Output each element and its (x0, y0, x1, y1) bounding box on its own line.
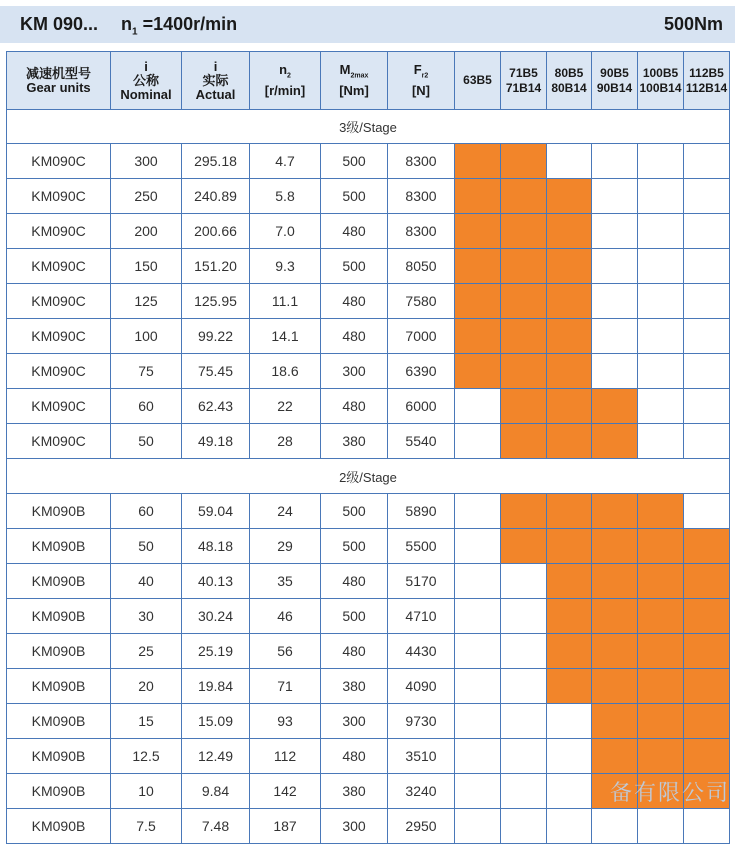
motor-empty-cell (547, 809, 592, 844)
motor-compatible-cell (684, 634, 730, 669)
fr2-cell: 6000 (388, 389, 455, 424)
table-body (7, 110, 730, 844)
fr2-cell: 4430 (388, 634, 455, 669)
i-actual-cell: 12.49 (182, 739, 250, 774)
gear-unit-cell: KM090B (7, 494, 111, 529)
i-actual-cell: 49.18 (182, 424, 250, 459)
fr2-cell: 3510 (388, 739, 455, 774)
motor-compatible-cell (638, 634, 684, 669)
m2max-cell: 500 (321, 599, 388, 634)
motor-compatible-cell (684, 669, 730, 704)
motor-empty-cell (638, 354, 684, 389)
i-nominal-cell: 12.5 (111, 739, 182, 774)
motor-empty-cell (592, 319, 638, 354)
table-row (7, 389, 730, 424)
table-row (7, 494, 730, 529)
motor-compatible-cell (501, 179, 547, 214)
motor-compatible-cell (592, 634, 638, 669)
fr2-cell: 8300 (388, 179, 455, 214)
motor-compatible-cell (501, 424, 547, 459)
i-actual-cell: 30.24 (182, 599, 250, 634)
i-nominal-cell: 60 (111, 389, 182, 424)
n2-cell: 4.7 (250, 144, 321, 179)
motor-empty-cell (455, 389, 501, 424)
i-nominal-cell: 10 (111, 774, 182, 809)
col-fr2: $F_{r2}$ [N] (388, 52, 455, 110)
motor-empty-cell (592, 354, 638, 389)
motor-empty-cell (638, 249, 684, 284)
n2-cell: 71 (250, 669, 321, 704)
i-nominal-cell: 300 (111, 144, 182, 179)
motor-compatible-cell (455, 144, 501, 179)
i-actual-cell: 62.43 (182, 389, 250, 424)
i-actual-cell: 40.13 (182, 564, 250, 599)
motor-compatible-cell (592, 704, 638, 739)
motor-compatible-cell (684, 599, 730, 634)
motor-empty-cell (592, 284, 638, 319)
table-row (7, 669, 730, 704)
motor-empty-cell (455, 774, 501, 809)
motor-compatible-cell (501, 529, 547, 564)
i-nominal-cell: 20 (111, 669, 182, 704)
m2max-cell: 480 (321, 389, 388, 424)
motor-compatible-cell (547, 389, 592, 424)
i-actual-cell: 48.18 (182, 529, 250, 564)
gear-unit-cell: KM090B (7, 739, 111, 774)
gear-unit-cell: KM090B (7, 634, 111, 669)
i-nominal-cell: 60 (111, 494, 182, 529)
input-speed: $n_1 =1400r/\min$ (121, 14, 238, 38)
stage-label: 2级/Stage (7, 459, 730, 494)
n2-cell: 187 (250, 809, 321, 844)
i-nominal-cell: 15 (111, 704, 182, 739)
stage-label: 3级/Stage (7, 110, 730, 144)
motor-empty-cell (455, 424, 501, 459)
motor-compatible-cell (547, 669, 592, 704)
n2-cell: 142 (250, 774, 321, 809)
m2max-cell: 300 (321, 704, 388, 739)
motor-compatible-cell (501, 214, 547, 249)
i-actual-cell: 25.19 (182, 634, 250, 669)
gear-unit-cell: KM090B (7, 599, 111, 634)
gear-unit-cell: KM090B (7, 774, 111, 809)
m2max-cell: 500 (321, 249, 388, 284)
motor-empty-cell (547, 704, 592, 739)
m2max-cell: 380 (321, 774, 388, 809)
motor-empty-cell (684, 214, 730, 249)
col-i-actual: i 实际 Actual (182, 52, 250, 110)
motor-empty-cell (455, 529, 501, 564)
motor-empty-cell (547, 774, 592, 809)
m2max-cell: 380 (321, 669, 388, 704)
motor-compatible-cell (592, 669, 638, 704)
m2max-cell: 300 (321, 809, 388, 844)
motor-empty-cell (684, 319, 730, 354)
table-row (7, 179, 730, 214)
i-actual-cell: 7.48 (182, 809, 250, 844)
motor-compatible-cell (501, 249, 547, 284)
col-motor-80: 80B5 80B14 (547, 52, 592, 110)
motor-compatible-cell (455, 284, 501, 319)
motor-empty-cell (501, 704, 547, 739)
m2max-cell: 500 (321, 529, 388, 564)
gear-unit-cell: KM090B (7, 669, 111, 704)
i-nominal-cell: 50 (111, 529, 182, 564)
fr2-cell: 4090 (388, 669, 455, 704)
motor-compatible-cell (638, 599, 684, 634)
fr2-cell: 5170 (388, 564, 455, 599)
gear-unit-cell: KM090C (7, 249, 111, 284)
motor-empty-cell (638, 319, 684, 354)
n2-cell: 7.0 (250, 214, 321, 249)
table-row (7, 739, 730, 774)
motor-empty-cell (501, 634, 547, 669)
table-row (7, 144, 730, 179)
i-actual-cell: 240.89 (182, 179, 250, 214)
i-actual-cell: 59.04 (182, 494, 250, 529)
motor-empty-cell (455, 669, 501, 704)
motor-compatible-cell (547, 214, 592, 249)
n2-cell: 93 (250, 704, 321, 739)
m2max-cell: 480 (321, 284, 388, 319)
n2-cell: 46 (250, 599, 321, 634)
table-row (7, 354, 730, 389)
fr2-cell: 7000 (388, 319, 455, 354)
motor-compatible-cell (501, 319, 547, 354)
i-nominal-cell: 200 (111, 214, 182, 249)
table-row (7, 564, 730, 599)
motor-compatible-cell (501, 144, 547, 179)
motor-compatible-cell (501, 354, 547, 389)
motor-empty-cell (592, 179, 638, 214)
col-motor-63: 63B5 (455, 52, 501, 110)
fr2-cell: 5890 (388, 494, 455, 529)
i-nominal-cell: 7.5 (111, 809, 182, 844)
i-actual-cell: 99.22 (182, 319, 250, 354)
motor-compatible-cell (592, 739, 638, 774)
n2-cell: 11.1 (250, 284, 321, 319)
fr2-cell: 8300 (388, 144, 455, 179)
gear-unit-cell: KM090C (7, 319, 111, 354)
motor-compatible-cell (501, 389, 547, 424)
n2-cell: 18.6 (250, 354, 321, 389)
n2-cell: 56 (250, 634, 321, 669)
col-n2: $n_2$ [r/min] (250, 52, 321, 110)
motor-empty-cell (455, 599, 501, 634)
gear-unit-cell: KM090C (7, 144, 111, 179)
motor-compatible-cell (547, 599, 592, 634)
motor-empty-cell (501, 599, 547, 634)
stage-row (7, 459, 730, 494)
fr2-cell: 8050 (388, 249, 455, 284)
motor-compatible-cell (547, 424, 592, 459)
table-row (7, 249, 730, 284)
motor-empty-cell (501, 809, 547, 844)
m2max-cell: 500 (321, 494, 388, 529)
motor-compatible-cell (638, 739, 684, 774)
i-nominal-cell: 25 (111, 634, 182, 669)
fr2-cell: 6390 (388, 354, 455, 389)
motor-empty-cell (638, 809, 684, 844)
gear-unit-cell: KM090B (7, 809, 111, 844)
m2max-cell: 480 (321, 739, 388, 774)
motor-compatible-cell (547, 564, 592, 599)
m2max-cell: 480 (321, 214, 388, 249)
gear-unit-cell: KM090C (7, 284, 111, 319)
motor-compatible-cell (592, 564, 638, 599)
motor-empty-cell (547, 144, 592, 179)
col-motor-112: 112B5 112B14 (684, 52, 730, 110)
motor-empty-cell (501, 739, 547, 774)
motor-compatible-cell (547, 529, 592, 564)
motor-compatible-cell (592, 599, 638, 634)
motor-empty-cell (684, 284, 730, 319)
motor-compatible-cell (455, 179, 501, 214)
m2max-cell: 300 (321, 354, 388, 389)
gear-unit-cell: KM090B (7, 529, 111, 564)
n2-cell: 28 (250, 424, 321, 459)
col-motor-90: 90B5 90B14 (592, 52, 638, 110)
motor-empty-cell (592, 144, 638, 179)
fr2-cell: 2950 (388, 809, 455, 844)
motor-empty-cell (501, 669, 547, 704)
model-title: KM 090... (20, 14, 99, 34)
col-gear-units: 减速机型号 Gear units (7, 52, 111, 110)
gear-unit-cell: KM090B (7, 564, 111, 599)
motor-empty-cell (455, 564, 501, 599)
title-bar (0, 6, 735, 43)
gear-unit-cell: KM090C (7, 179, 111, 214)
m2max-cell: 480 (321, 634, 388, 669)
i-actual-cell: 125.95 (182, 284, 250, 319)
motor-empty-cell (684, 389, 730, 424)
table-row (7, 424, 730, 459)
table-row (7, 214, 730, 249)
i-nominal-cell: 50 (111, 424, 182, 459)
table-header-row (7, 52, 730, 110)
motor-compatible-cell (638, 564, 684, 599)
i-actual-cell: 295.18 (182, 144, 250, 179)
motor-compatible-cell (638, 529, 684, 564)
col-motor-71: 71B5 71B14 (501, 52, 547, 110)
motor-compatible-cell (547, 634, 592, 669)
motor-compatible-cell (684, 704, 730, 739)
motor-empty-cell (638, 284, 684, 319)
motor-compatible-cell (547, 284, 592, 319)
i-nominal-cell: 30 (111, 599, 182, 634)
motor-empty-cell (638, 389, 684, 424)
motor-empty-cell (638, 144, 684, 179)
i-nominal-cell: 40 (111, 564, 182, 599)
table-row (7, 319, 730, 354)
motor-empty-cell (684, 354, 730, 389)
motor-empty-cell (638, 214, 684, 249)
table-row (7, 809, 730, 844)
motor-compatible-cell (455, 319, 501, 354)
motor-empty-cell (501, 564, 547, 599)
motor-compatible-cell (638, 494, 684, 529)
fr2-cell: 8300 (388, 214, 455, 249)
motor-compatible-cell (592, 529, 638, 564)
gear-unit-cell: KM090C (7, 214, 111, 249)
col-motor-100: 100B5 100B14 (638, 52, 684, 110)
motor-empty-cell (684, 809, 730, 844)
motor-compatible-cell (592, 389, 638, 424)
i-actual-cell: 200.66 (182, 214, 250, 249)
motor-compatible-cell (547, 319, 592, 354)
i-nominal-cell: 100 (111, 319, 182, 354)
watermark-text: 备有限公司 (610, 781, 731, 806)
m2max-cell: 480 (321, 564, 388, 599)
m2max-cell: 480 (321, 319, 388, 354)
motor-empty-cell (684, 179, 730, 214)
i-actual-cell: 75.45 (182, 354, 250, 389)
motor-compatible-cell (684, 739, 730, 774)
i-actual-cell: 19.84 (182, 669, 250, 704)
table-row (7, 599, 730, 634)
m2max-cell: 500 (321, 179, 388, 214)
motor-compatible-cell (501, 494, 547, 529)
rated-torque: 500Nm (663, 14, 723, 34)
motor-empty-cell (455, 494, 501, 529)
n2-cell: 9.3 (250, 249, 321, 284)
motor-empty-cell (547, 739, 592, 774)
motor-empty-cell (455, 739, 501, 774)
table-row (7, 704, 730, 739)
n2-cell: 5.8 (250, 179, 321, 214)
table-row (7, 634, 730, 669)
motor-compatible-cell (684, 564, 730, 599)
motor-empty-cell (592, 249, 638, 284)
motor-compatible-cell (592, 494, 638, 529)
n2-cell: 35 (250, 564, 321, 599)
gear-unit-cell: KM090C (7, 424, 111, 459)
motor-compatible-cell (547, 249, 592, 284)
fr2-cell: 7580 (388, 284, 455, 319)
n2-cell: 14.1 (250, 319, 321, 354)
fr2-cell: 9730 (388, 704, 455, 739)
col-i-nominal: i 公称 Nominal (111, 52, 182, 110)
gear-unit-cell: KM090C (7, 354, 111, 389)
motor-compatible-cell (455, 354, 501, 389)
motor-compatible-cell (547, 354, 592, 389)
motor-compatible-cell (455, 249, 501, 284)
col-m2max: $M_{2max}$ [Nm] (321, 52, 388, 110)
motor-compatible-cell (592, 424, 638, 459)
m2max-cell: 500 (321, 144, 388, 179)
motor-compatible-cell (638, 669, 684, 704)
motor-empty-cell (684, 494, 730, 529)
motor-empty-cell (638, 424, 684, 459)
gear-selection-table (6, 51, 730, 844)
fr2-cell: 5540 (388, 424, 455, 459)
motor-empty-cell (684, 144, 730, 179)
m2max-cell: 380 (321, 424, 388, 459)
motor-empty-cell (592, 809, 638, 844)
n2-cell: 112 (250, 739, 321, 774)
n2-cell: 24 (250, 494, 321, 529)
motor-compatible-cell (684, 529, 730, 564)
table-row (7, 529, 730, 564)
n2-cell: 29 (250, 529, 321, 564)
motor-empty-cell (638, 179, 684, 214)
motor-empty-cell (684, 424, 730, 459)
motor-empty-cell (455, 634, 501, 669)
gear-unit-cell: KM090B (7, 704, 111, 739)
i-actual-cell: 9.84 (182, 774, 250, 809)
n2-cell: 22 (250, 389, 321, 424)
fr2-cell: 5500 (388, 529, 455, 564)
i-nominal-cell: 150 (111, 249, 182, 284)
fr2-cell: 3240 (388, 774, 455, 809)
stage-row (7, 110, 730, 144)
motor-empty-cell (684, 249, 730, 284)
gear-unit-cell: KM090C (7, 389, 111, 424)
motor-empty-cell (501, 774, 547, 809)
motor-empty-cell (455, 704, 501, 739)
motor-compatible-cell (455, 214, 501, 249)
i-actual-cell: 15.09 (182, 704, 250, 739)
motor-empty-cell (455, 809, 501, 844)
i-nominal-cell: 75 (111, 354, 182, 389)
motor-compatible-cell (547, 179, 592, 214)
table-row (7, 284, 730, 319)
motor-compatible-cell (501, 284, 547, 319)
fr2-cell: 4710 (388, 599, 455, 634)
motor-compatible-cell (638, 704, 684, 739)
motor-compatible-cell (547, 494, 592, 529)
i-nominal-cell: 125 (111, 284, 182, 319)
i-actual-cell: 151.20 (182, 249, 250, 284)
i-nominal-cell: 250 (111, 179, 182, 214)
motor-empty-cell (592, 214, 638, 249)
